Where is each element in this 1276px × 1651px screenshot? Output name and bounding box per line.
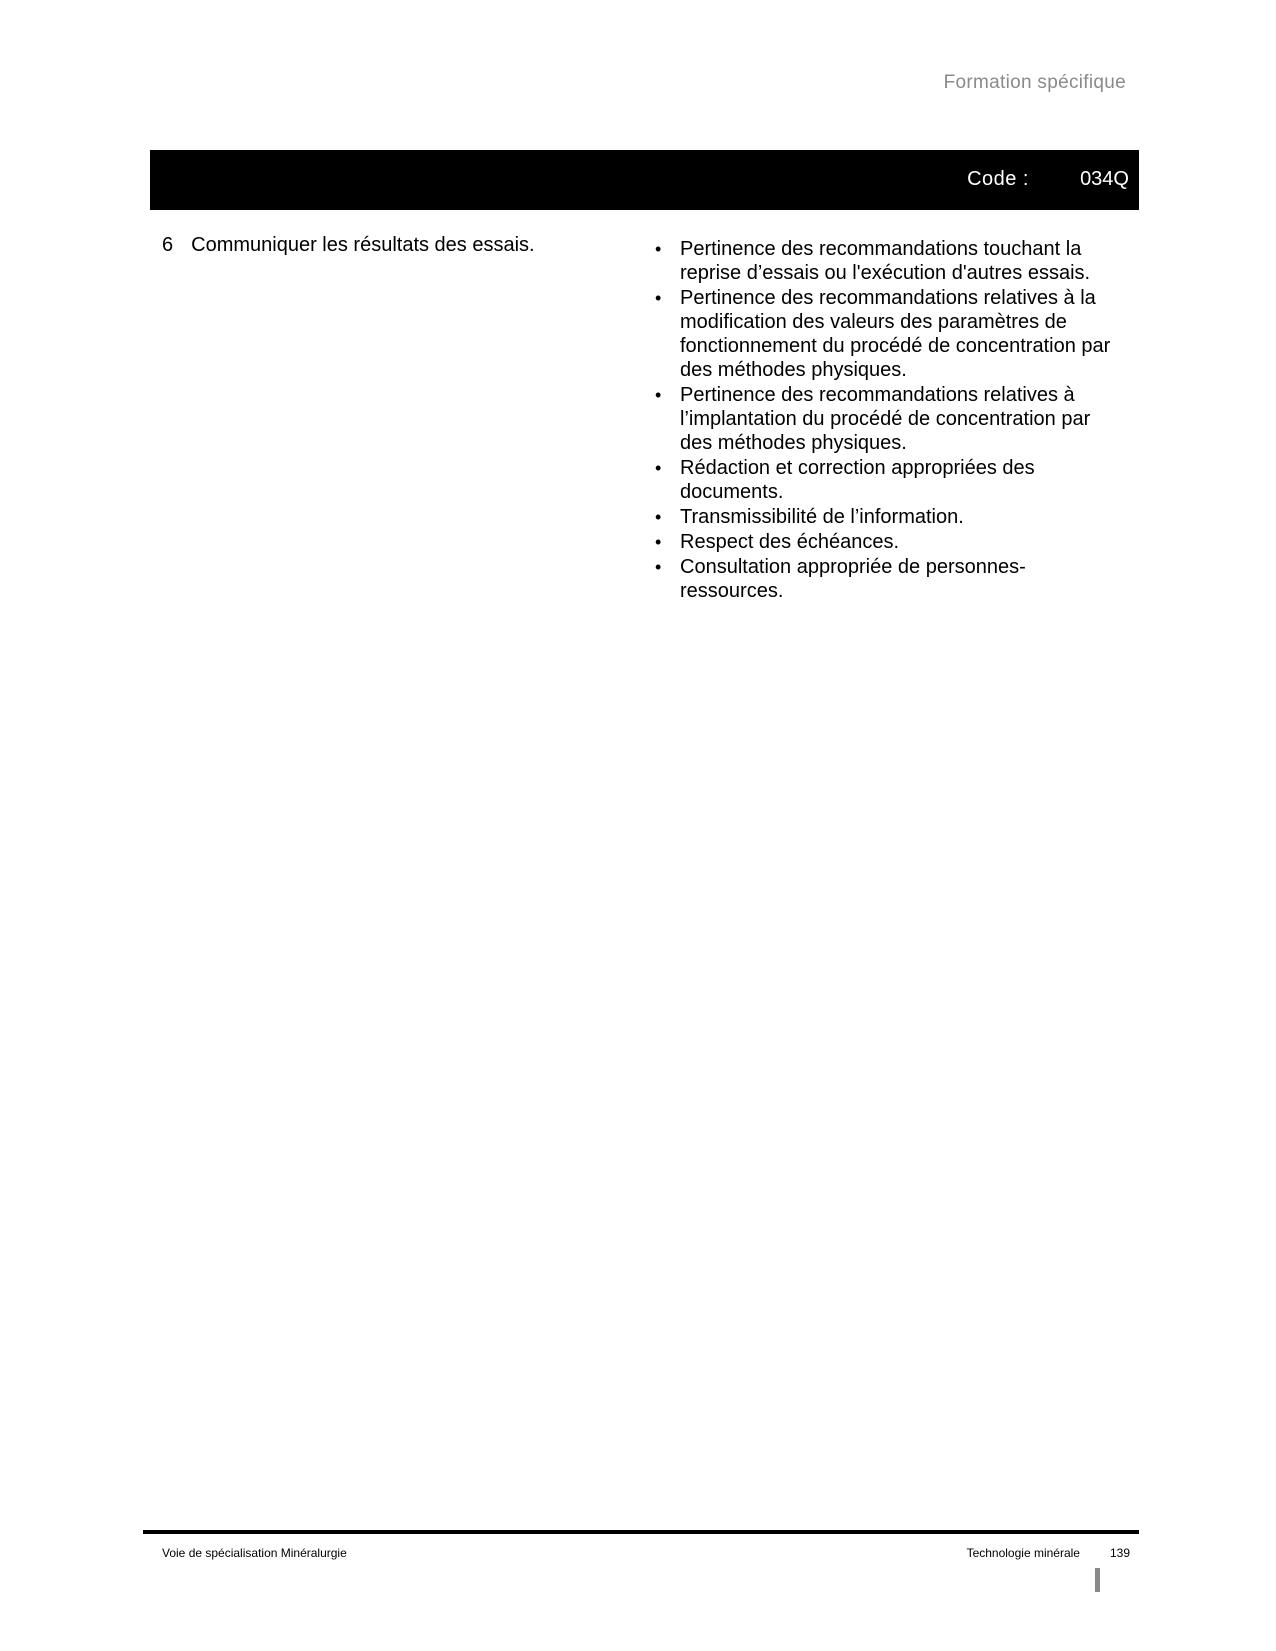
criteria-item [655,530,1125,554]
bullet-icon: • [655,288,662,308]
criteria-text: Pertinence des recommandations relatives à l’implantation du procédé de concentration par des méthodes physiques. [680,384,1091,454]
criteria-item [655,237,1125,285]
footer-specialization: Voie de spécialisation Minéralurgie [162,1546,347,1560]
element-number: 6 [162,234,174,256]
criteria-text: Pertinence des recommandations relatives à la modification des valeurs des paramètres de fonctionnement du procédé de concentration par des méthodes physiques. [680,287,1111,381]
criteria-item [655,505,1125,529]
bullet-icon: • [655,239,662,259]
competency-element [162,234,535,257]
footer-program: Technologie minérale [966,1546,1080,1560]
footer-mark [1095,1568,1100,1592]
criteria-item [655,383,1125,455]
element-text: Communiquer les résultats des essais. [191,234,535,256]
page-number: 139 [1109,1546,1130,1560]
criteria-item [655,456,1125,504]
footer-right [967,1546,1130,1560]
bullet-icon: • [655,532,662,552]
bullet-icon: • [655,557,662,577]
bullet-icon: • [655,385,662,405]
code-bar [150,150,1139,210]
criteria-item [655,555,1125,603]
page-header-title: Formation spécifique [943,72,1126,93]
code-label: Code : [967,168,1029,190]
criteria-text: Respect des échéances. [680,531,900,553]
criteria-text: Pertinence des recommandations touchant la reprise d’essais ou l'exécution d'autres essais. [680,238,1091,284]
footer-divider [143,1530,1139,1534]
criteria-text: Consultation appropriée de personnes-ressources. [680,556,1026,602]
performance-criteria-list [655,237,1125,604]
criteria-text: Transmissibilité de l’information. [680,506,964,528]
code-value: 034Q [1080,168,1129,190]
criteria-item [655,286,1125,382]
bullet-icon: • [655,507,662,527]
bullet-icon: • [655,458,662,478]
criteria-text: Rédaction et correction appropriées des documents. [680,457,1035,503]
